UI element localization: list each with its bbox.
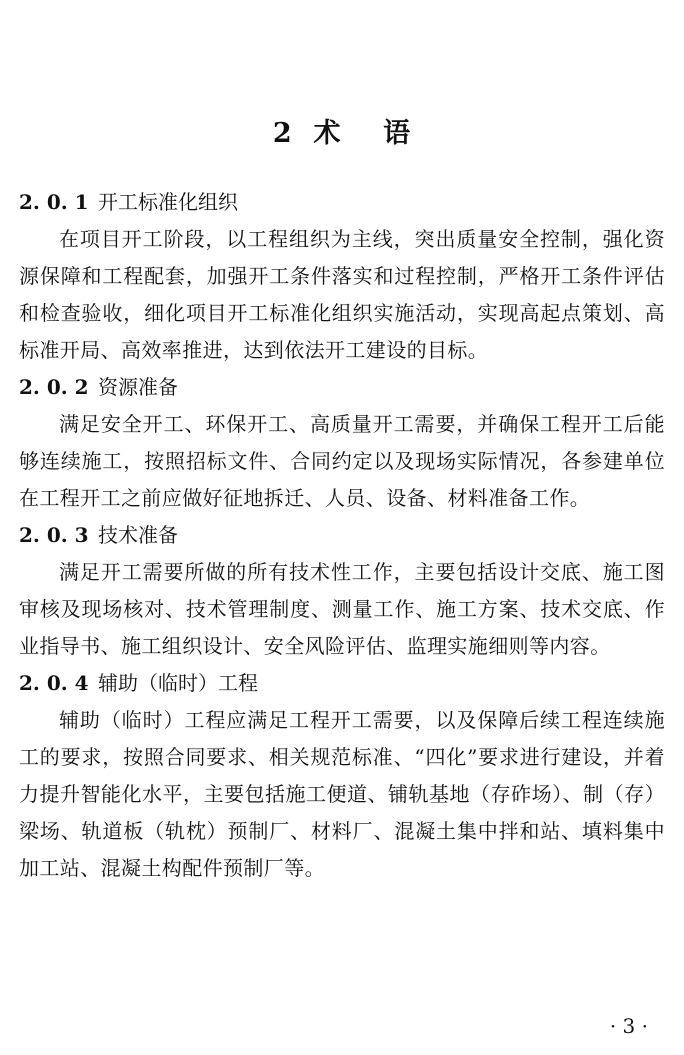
term-name: 开工标准化组织 [98, 190, 238, 214]
term-number: 2. 0. 3 [19, 523, 89, 547]
term-definition: 在项目开工阶段，以工程组织为主线，突出质量安全控制，强化资源保障和工程配套，加强开工条件落实和过程控制，严格开工条件评估和检查验收，细化项目开工标准化组织实施活动，实现高起点策划、高标准开局、高效率推进，达到依法开工建设的目标。 [19, 227, 665, 362]
term-heading [19, 184, 665, 221]
term-number: 2. 0. 4 [19, 671, 89, 695]
term-name: 资源准备 [98, 375, 178, 399]
term-name: 技术准备 [98, 523, 178, 547]
term-2-0-3 [19, 517, 665, 665]
page-number: · 3 · [609, 1014, 648, 1038]
term-heading [19, 517, 665, 554]
term-definition: 辅助（临时）工程应满足工程开工需要，以及保障后续工程连续施工的要求，按照合同要求、相关规范标准、“四化”要求进行建设，并着力提升智能化水平，主要包括施工便道、铺轨基地（存砟场）、制（存）梁场、轨道板（轨枕）预制厂、材料厂、混凝土集中拌和站、填料集中加工站、混凝土构配件预制厂等。 [19, 708, 665, 880]
term-2-0-1 [19, 184, 665, 369]
chapter-title: 2 术 语 [272, 118, 412, 149]
term-2-0-4 [19, 665, 665, 887]
term-number: 2. 0. 1 [19, 190, 89, 214]
terms-section [19, 184, 665, 887]
term-name: 辅助（临时）工程 [98, 671, 258, 695]
term-heading [19, 369, 665, 406]
term-number: 2. 0. 2 [19, 375, 89, 399]
term-2-0-2 [19, 369, 665, 517]
term-heading [19, 665, 665, 702]
term-definition: 满足安全开工、环保开工、高质量开工需要，并确保工程开工后能够连续施工，按照招标文件、合同约定以及现场实际情况，各参建单位在工程开工之前应做好征地拆迁、人员、设备、材料准备工作。 [19, 412, 665, 510]
term-definition: 满足开工需要所做的所有技术性工作，主要包括设计交底、施工图审核及现场核对、技术管理制度、测量工作、施工方案、技术交底、作业指导书、施工组织设计、安全风险评估、监理实施细则等内容。 [19, 560, 665, 658]
